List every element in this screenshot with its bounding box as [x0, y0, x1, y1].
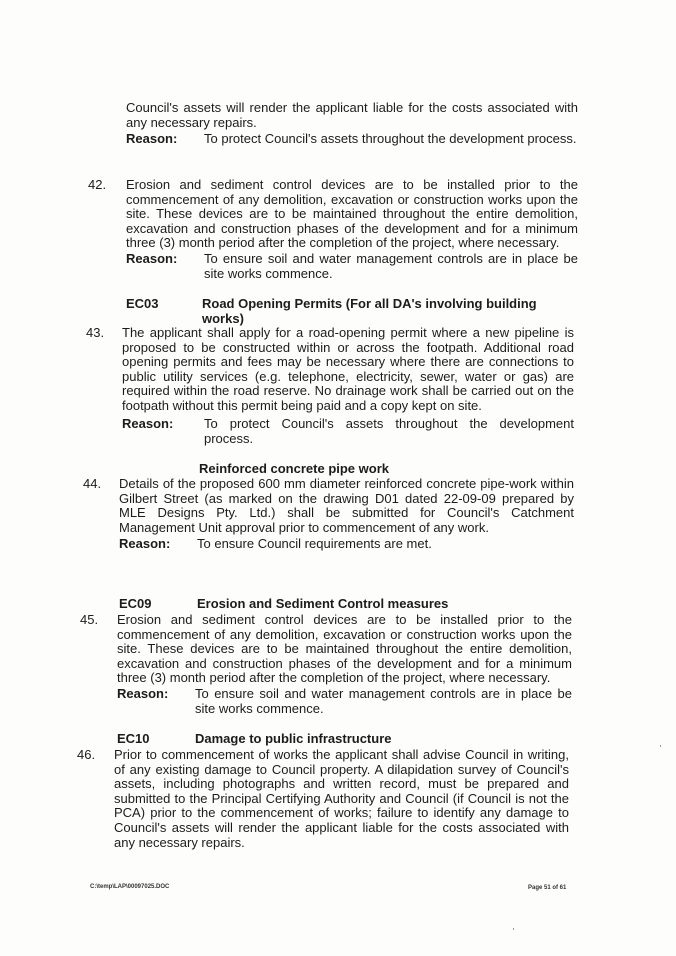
- reason-text: To ensure soil and water management controls are in place be site works commence.: [195, 686, 572, 716]
- condition-heading: Road Opening Permits (For all DA's involving building works): [202, 296, 537, 326]
- condition-paragraph: Prior to commencement of works the applicant shall advise Council in writing, of any existing damage to Council property. A dilapidation survey of Council's assets, including photographs and written record, must be prepared and submitted to the Principal Certifying Authority and Council (if Council is not the PCA) prior to the commencement of works; failure to identify any damage to Council's assets will render the applicant liable for the costs associated with any necessary repairs.: [114, 747, 569, 850]
- item-number: 45.: [80, 612, 99, 627]
- condition-heading: Erosion and Sediment Control measures: [197, 596, 449, 611]
- item-number: 43.: [86, 325, 105, 340]
- reason-label: Reason:: [117, 686, 169, 701]
- reason-text: To protect Council's assets throughout the development process.: [204, 131, 577, 146]
- intro-reason: [126, 132, 578, 147]
- footer-file-path: C:\temp\LAP\00097025.DOC: [90, 884, 170, 890]
- footer-page-number: Page 51 of 61: [528, 885, 567, 891]
- reason-text: To ensure soil and water management controls are in place be site works commence.: [204, 251, 578, 281]
- condition-reason: [126, 252, 578, 281]
- condition-code: EC03: [126, 296, 159, 311]
- item-number: 42.: [88, 177, 107, 192]
- condition-paragraph: Details of the proposed 600 mm diameter reinforced concrete pipe-work within Gilbert Street (as marked on the drawing D01 dated 22-09-09 prepared by MLE Designs Pty. Ltd.) shall be submitted for Council's Catchment Management Unit approval prior to commencement of any work.: [119, 476, 574, 535]
- scan-speck: [513, 928, 514, 930]
- condition-reason: [117, 687, 572, 716]
- reason-label: Reason:: [126, 251, 178, 266]
- reason-label: Reason:: [119, 536, 171, 551]
- condition-reason: [119, 537, 574, 552]
- condition-paragraph: Erosion and sediment control devices are to be installed prior to the commencement of any demolition, excavation or construction works upon the site. These devices are to be maintained throughout the entire demolition, excavation and construction phases of the development and for a minimum three (3) month period after the completion of the project, where necessary.: [126, 177, 578, 251]
- item-number: 46.: [77, 747, 96, 762]
- condition-heading: Reinforced concrete pipe work: [199, 461, 389, 476]
- condition-heading: Damage to public infrastructure: [195, 731, 392, 746]
- reason-label: Reason:: [122, 416, 174, 431]
- condition-code: EC09: [119, 596, 152, 611]
- item-number: 44.: [83, 476, 102, 491]
- reason-text: To ensure Council requirements are met.: [197, 536, 432, 551]
- condition-reason: [122, 417, 574, 446]
- condition-paragraph: Erosion and sediment control devices are to be installed prior to the commencement of any demolition, excavation or construction works upon the site. These devices are to be maintained throughout the entire demolition, excavation and construction phases of the development and for a minimum three (3) month period after the completion of the project, where necessary.: [117, 612, 572, 686]
- condition-paragraph: The applicant shall apply for a road-opening permit where a new pipeline is proposed to be constructed within or across the footpath. Additional road opening permits and fees may be necessary where there are connections to public utility services (e.g. telephone, electricity, sewer, water or gas) are required within the road reserve. No drainage work shall be carried out on the footpath without this permit being paid and a copy kept on site.: [122, 325, 574, 413]
- condition-code: EC10: [117, 731, 150, 746]
- intro-paragraph: Council's assets will render the applicant liable for the costs associated with any necessary repairs.: [126, 100, 578, 130]
- reason-label: Reason:: [126, 131, 178, 146]
- scan-speck: [660, 745, 661, 747]
- reason-text: To protect Council's assets throughout the development process.: [204, 416, 574, 446]
